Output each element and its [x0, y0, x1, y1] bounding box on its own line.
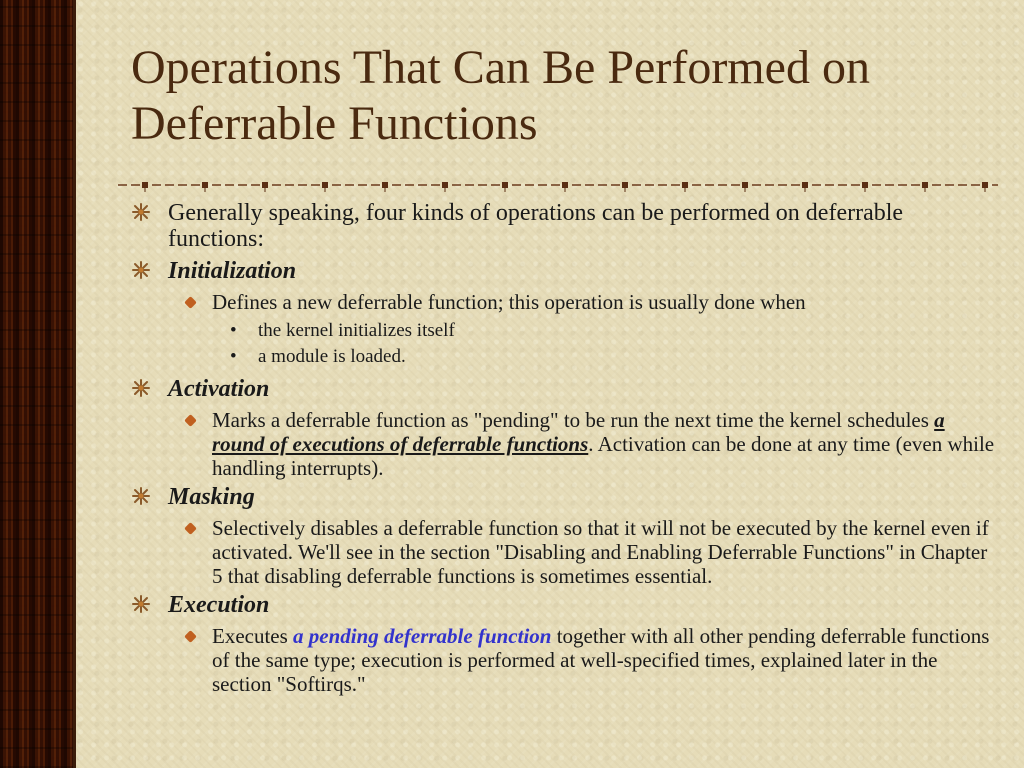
- slide-body: [132, 200, 1002, 700]
- heading-label: Initialization: [168, 258, 297, 284]
- sub-bullet: [222, 344, 1002, 370]
- bullet-dot-icon: •: [230, 320, 237, 341]
- title-divider: [118, 178, 998, 192]
- section-heading-initialization: [132, 258, 1002, 284]
- diamond-bullet-icon: [184, 414, 197, 427]
- section-detail-activation: [178, 408, 1002, 480]
- bullet-dot-icon: •: [230, 346, 237, 367]
- section-heading-execution: [132, 592, 1002, 618]
- heading-label: Activation: [168, 376, 270, 402]
- sub-bullet: [222, 318, 1002, 344]
- star-burst-icon: [132, 595, 150, 613]
- detail-text-after: . Activation can be done at any time (even while handling interrupts).: [212, 432, 995, 480]
- star-burst-icon: [132, 379, 150, 397]
- slide-title: Operations That Can Be Performed on Deferrable Functions: [131, 41, 870, 150]
- section-heading-masking: [132, 484, 1002, 510]
- heading-label: Masking: [168, 484, 255, 510]
- detail-text: Defines a new deferrable function; this operation is usually done when: [212, 290, 806, 314]
- section-heading-activation: [132, 376, 1002, 402]
- diamond-bullet-icon: [184, 296, 197, 309]
- diamond-bullet-icon: [184, 522, 197, 535]
- decorative-side-strip: [0, 0, 76, 768]
- section-detail-masking: [178, 516, 1002, 588]
- intro-item: [132, 200, 1002, 252]
- intro-text: Generally speaking, four kinds of operations can be performed on deferrable functions:: [168, 200, 904, 252]
- round-of-executions-link[interactable]: a round of executions of deferrable functions: [212, 408, 945, 456]
- pending-deferrable-function-link[interactable]: a pending deferrable function: [293, 624, 552, 648]
- section-detail-initialization: [178, 290, 1002, 314]
- detail-text-after: together with all other pending deferrable functions of the same type; execution is performed at well-specified times, explained later in the section "Softirqs.": [212, 624, 990, 696]
- sub-bullet-text: a module is loaded.: [258, 346, 406, 367]
- star-burst-icon: [132, 487, 150, 505]
- detail-text-before: Executes: [212, 624, 294, 648]
- star-burst-icon: [132, 261, 150, 279]
- heading-label: Execution: [168, 592, 270, 618]
- sub-bullet-text: the kernel initializes itself: [258, 320, 455, 341]
- star-burst-icon: [132, 203, 150, 221]
- detail-text-before: Marks a deferrable function as "pending" to be run the next time the kernel schedules: [212, 408, 935, 432]
- detail-text: Selectively disables a deferrable function so that it will not be executed by the kernel even if activated. We'll see in the section "Disabling and Enabling Deferrable Functions" in Chapter 5 that disabling deferrable functions is sometimes essential.: [212, 516, 989, 588]
- section-detail-execution: [178, 624, 1002, 696]
- diamond-bullet-icon: [184, 630, 197, 643]
